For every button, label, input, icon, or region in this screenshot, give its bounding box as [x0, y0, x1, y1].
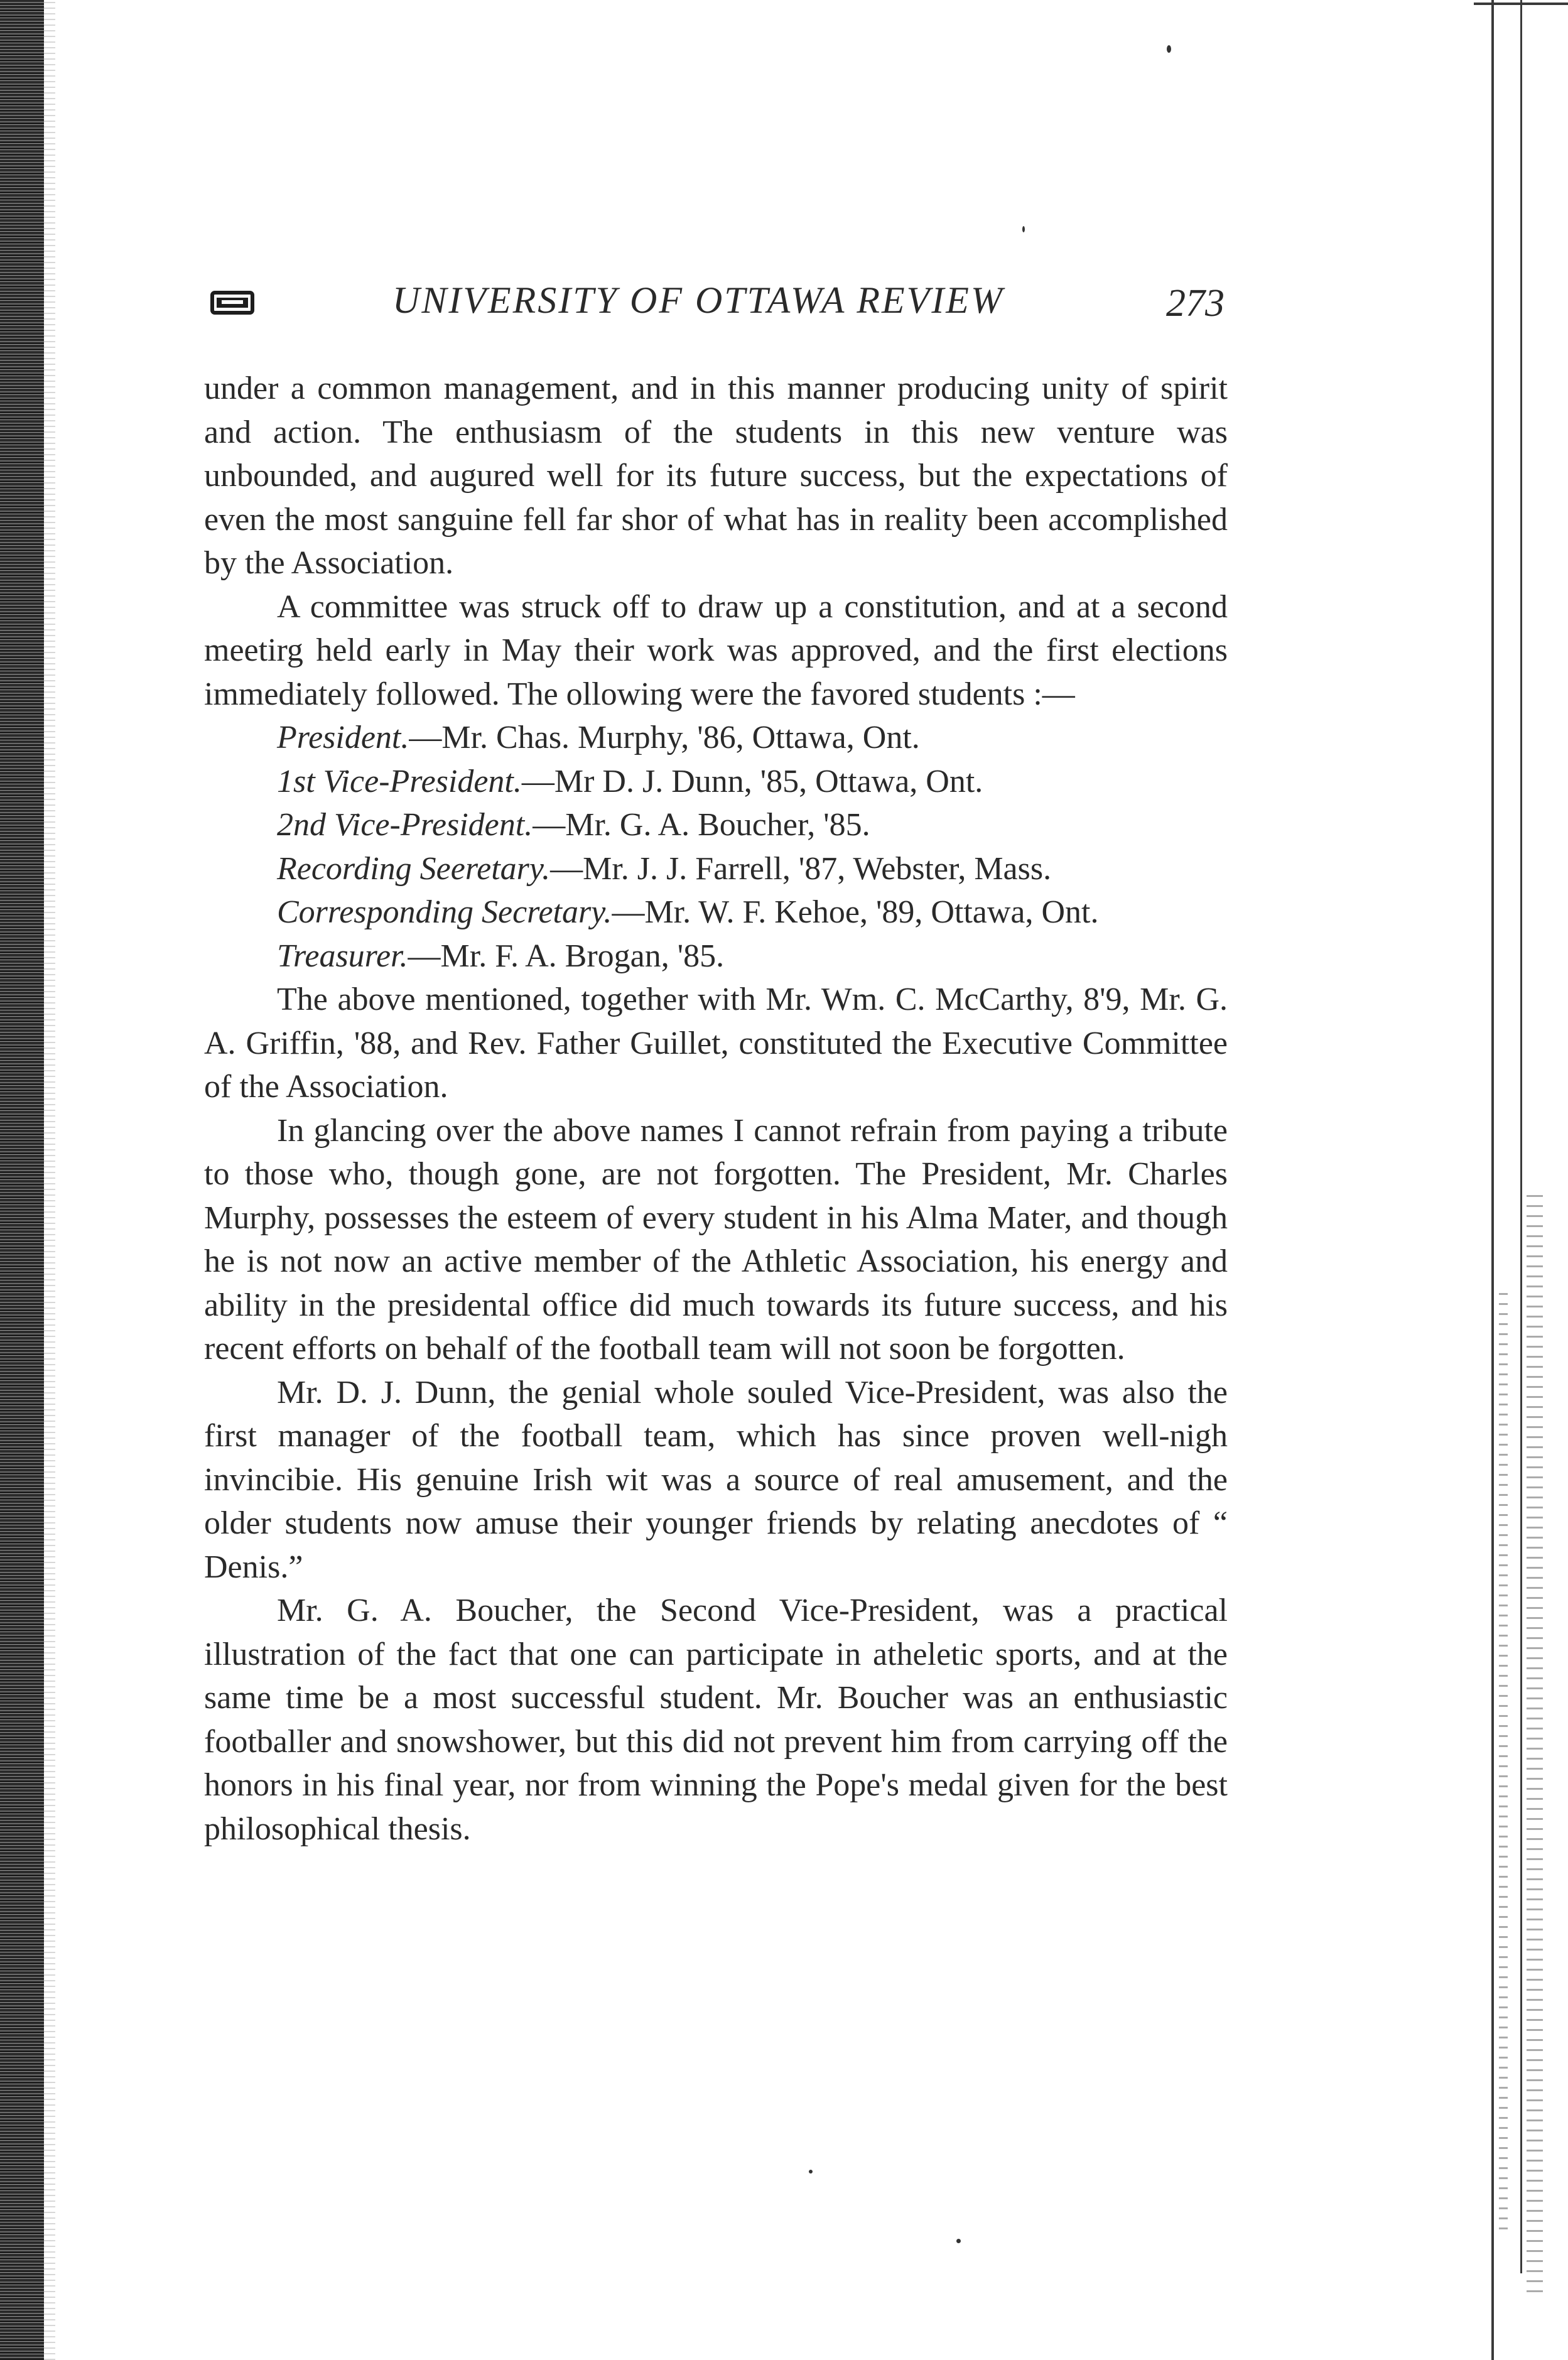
officer-entry	[204, 847, 1228, 891]
officer-details: —Mr D. J. Dunn, '85, Ottawa, Ont.	[521, 763, 983, 799]
officer-entry	[204, 716, 1228, 760]
paragraph: Mr. G. A. Boucher, the Second Vice-President, was a practical illustration of the fact that one can participate in atheletic sports, and at the same time be a most successful student. Mr. Boucher was an enthusiastic footballer and snowshower, but this did not prevent him from carrying off the honors in his final year, nor from winning the Pope's medal given for the best philosophical thesis.	[204, 1593, 1228, 1847]
officer-title: President.	[277, 720, 409, 755]
edge-speckle	[1499, 1287, 1508, 2229]
scan-speck	[809, 2170, 813, 2173]
paragraph: The above mentioned, together with Mr. Wm. C. McCarthy, 8'9, Mr. G. A. Griffin, '88, and Rev. Father Guillet, constituted the Executive Committee of the Association.	[204, 982, 1228, 1105]
page-right-edge	[1474, 0, 1568, 2360]
page-binding-edge	[0, 0, 44, 2360]
officer-title: 1st Vice-President.	[277, 763, 522, 799]
scan-speck	[1022, 226, 1025, 232]
paragraph: In glancing over the above names I cannot refrain from paying a tribute to those who, though gone, are not forgotten. The President, Mr. Charles Murphy, possesses the esteem of every student in his Alma Mater, and though he is not now an active member of the Athletic Association, his energy and ability in the presidental office did much towards its future success, and his recent efforts on behalf of the football team will not soon be forgotten.	[204, 1112, 1228, 1367]
officer-title: Treasurer.	[277, 938, 408, 974]
officer-list	[204, 716, 1228, 978]
page-number: 273	[1166, 282, 1225, 325]
officer-details: —Mr. Chas. Murphy, '86, Ottawa, Ont.	[409, 720, 920, 755]
officer-entry	[204, 803, 1228, 847]
officer-details: —Mr. J. J. Farrell, '87, Webster, Mass.	[550, 850, 1052, 887]
officer-title: Corresponding Secretary.	[277, 894, 612, 930]
officer-title: Recording Seeretary.	[277, 850, 551, 887]
officer-details: —Mr. F. A. Brogan, '85.	[408, 938, 725, 974]
article-body	[204, 367, 1228, 1851]
ornament-icon	[210, 289, 256, 317]
paragraph: A committee was struck off to draw up a constitution, and at a second meetirg held early in May their work was approved, and the first elections immediately followed. The ollowing were the favored students :—	[204, 588, 1228, 712]
officer-entry	[204, 934, 1228, 978]
paragraph: under a common management, and in this manner producing unity of spirit and action. The enthusiasm of the students in this new venture was unbounded, and augured well for its future success, but the expectations of even the most sanguine fell far shor of what has in reality been accomplished by the Association.	[204, 371, 1228, 581]
scan-speck	[1167, 45, 1171, 53]
journal-title: UNIVERSITY OF OTTAWA REVIEW	[392, 279, 1004, 321]
edge-rule	[1474, 3, 1568, 5]
officer-entry	[204, 890, 1228, 934]
officer-title: 2nd Vice-President.	[277, 807, 533, 843]
officer-entry	[204, 760, 1228, 804]
scan-speck	[956, 2239, 961, 2243]
paragraph: Mr. D. J. Dunn, the genial whole souled Vice-President, was also the first manager of the football team, which has since proven well-nigh invincibie. His genuine Irish wit was a source of real amusement, and the older students now amuse their younger friends by relating anecdotes of “ Denis.”	[204, 1374, 1228, 1585]
officer-details: —Mr. G. A. Boucher, '85.	[533, 807, 870, 843]
edge-rule	[1520, 0, 1522, 2273]
officer-details: —Mr. W. F. Kehoe, '89, Ottawa, Ont.	[612, 894, 1099, 930]
edge-rule	[1491, 0, 1494, 2360]
edge-speckle	[1527, 1193, 1543, 2292]
running-header	[210, 275, 1225, 332]
